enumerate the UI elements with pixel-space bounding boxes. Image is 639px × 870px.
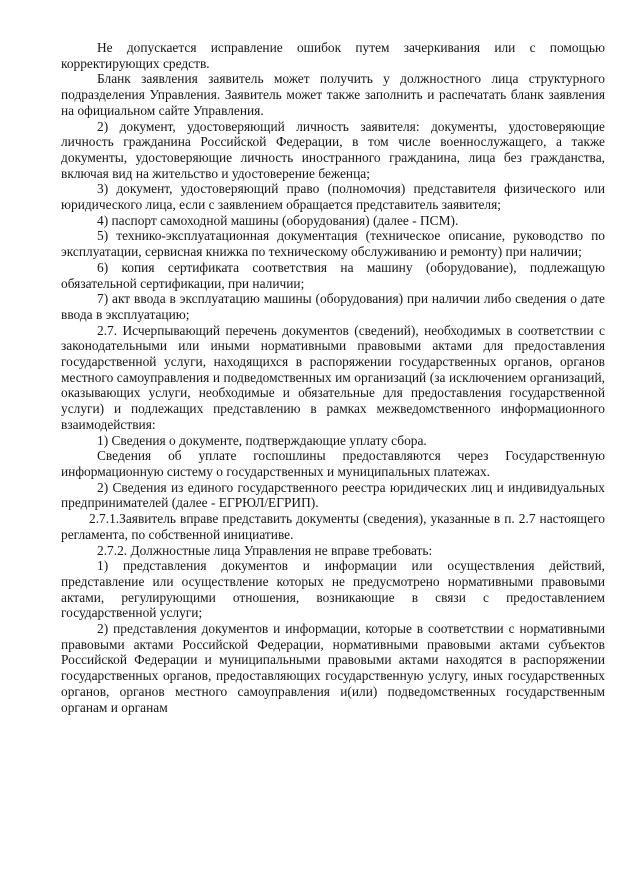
paragraph-application-form: Бланк заявления заявитель может получить у должностного лица структурного подразделения Управления. Заявитель может также заполнить и распечатать бланк заявления на официальном сайте Управления. [61, 71, 605, 118]
paragraph-no-extra-documents: 1) представления документов и информации или осуществления действий, представление или осуществление которых не предусмотрено нормативными правовыми актами, регулирующими отношения, возникающие в связи с предоставлением государственной услуги; [61, 558, 605, 621]
paragraph-representative-authority: 3) документ, удостоверяющий право (полномочия) представителя физического или юридического лица, если с заявлением обращается представитель заявителя; [61, 181, 605, 213]
paragraph-fee-payment: 1) Сведения о документе, подтверждающие уплату сбора. [97, 432, 427, 448]
paragraph-documents-in-possession: 2) представления документов и информации, которые в соответствии с нормативными правовыми актами Российской Федерации, нормативными правовыми актами субъектов Российской Федерации и муниципальными правовыми актами находятся в распоряжении государственных органов, предоставляющих государственную услугу, иных государственных органов, органов местного самоуправления и(или) подведомственных государственным органам и органам [61, 621, 605, 715]
paragraph-certificate-copy: 6) копия сертификата соответствия на машину (оборудование), подлежащую обязательной сертификации, при наличии; [61, 259, 605, 291]
paragraph-technical-documentation: 5) технико-эксплуатационная документация (техническое описание, руководство по эксплуатации, сервисная книжка по техническому обслуживанию и ремонту) при наличии; [61, 228, 605, 260]
paragraph-section-2-7-2: 2.7.2. Должностные лица Управления не вправе требовать: [97, 542, 433, 558]
paragraph-identity-document: 2) документ, удостоверяющий личность заявителя: документы, удостоверяющие личность гражданина Российской Федерации, в том числе военнослужащего, а также документы, удостоверяющие личность иностранного гражданина, лица без гражданства, включая вид на жительство и удостоверение беженца; [61, 118, 605, 181]
paragraph-no-corrections: Не допускается исправление ошибок путем зачеркивания или с помощью корректирующих средств. [61, 40, 605, 71]
document-text [61, 40, 605, 715]
paragraph-state-duty-info: Сведения об уплате госпошлины предоставляются через Государственную информационную систему о государственных и муниципальных платежах. [61, 448, 605, 479]
paragraph-egrul-egrip: 2) Сведения из единого государственного реестра юридических лиц и индивидуальных предпринимателей (далее - ЕГРЮЛ/ЕГРИП). [61, 479, 605, 511]
paragraph-psm: 4) паспорт самоходной машины (оборудования) (далее - ПСМ). [97, 212, 459, 228]
paragraph-section-2-7: 2.7. Исчерпывающий перечень документов (сведений), необходимых в соответствии с законодательными или иными нормативными правовыми актами для предоставления государственной услуги, находящихся в распоряжении государственных органов, органов местного самоуправления и подведомственных им организаций (за исключением организаций, оказывающих услуги, необходимые и обязательные для предоставления государственной услуги) и подлежащих представлению в рамках межведомственного информационного взаимодействия: [61, 322, 605, 432]
paragraph-section-2-7-1: 2.7.1.Заявитель вправе представить документы (сведения), указанные в п. 2.7 настоящего регламента, по собственной инициативе. [61, 511, 605, 542]
paragraph-commissioning-act: 7) акт ввода в эксплуатацию машины (оборудования) при наличии либо сведения о дате ввода в эксплуатацию; [61, 291, 605, 322]
